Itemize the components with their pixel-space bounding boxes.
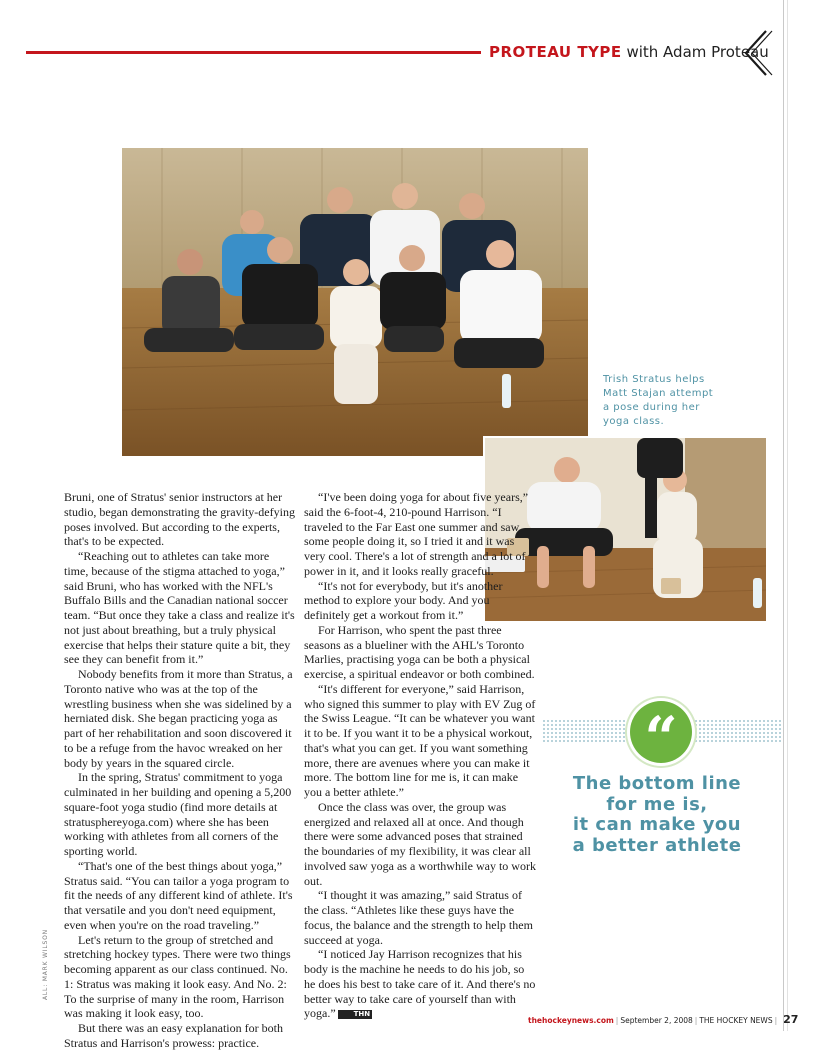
dot-pattern-right xyxy=(694,719,782,743)
quote-mark-icon xyxy=(630,701,692,772)
paragraph: “It's not for everybody, but it's another method to explore your body. And you definitely get a workout from it.” xyxy=(304,578,503,622)
footer-date: September 2, 2008 xyxy=(620,1016,693,1025)
group-photo xyxy=(122,148,588,456)
paragraph: Once the class was over, the group was energized and relaxed all at once. And though there were some advanced poses that strained the boundaries of my flexibility, it was clear all involved saw yoga as a worthwhile way to work out. xyxy=(304,799,536,888)
paragraph: “Reaching out to athletes can take more time, because of the stigma attached to yoga,” said Bruni, who has worked with the NFL's Buffalo Bills and the Canadian national soccer team. “But once they take a class and realize it's not just about breathing, but a truly physical exercise that helps their stature quite a bit, they see they can benefit from it.” xyxy=(64,549,295,667)
footer-publication: THE HOCKEY NEWS xyxy=(699,1016,773,1025)
footer-separator: | xyxy=(615,1016,619,1025)
pull-quote-line: a better athlete xyxy=(572,834,742,856)
quote-glyph: “ xyxy=(644,704,678,772)
photo-caption: Trish Stratus helps Matt Stajan attempt a pose during her yoga class. xyxy=(603,374,714,427)
footer-separator: | xyxy=(774,1016,778,1025)
paragraph: In the spring, Stratus' commitment to yoga culminated in her building and opening a 5,200 square-foot yoga studio (find more details at stratusphereyoga.com) where she has been working with athletes from all corners of the sporting world. xyxy=(64,770,292,858)
page-edge-rule xyxy=(783,0,784,1031)
paragraph: But there was an easy explanation for both Stratus and Harrison's prowess: practice. xyxy=(64,1021,283,1050)
paragraph: For Harrison, who spent the past three seasons as a blueliner with the AHL's Toronto Marlies, practising yoga can be both a physical exercise, a spiritual endeavor or both combined. xyxy=(304,622,535,681)
paragraph-text: “I noticed Jay Harrison recognizes that his body is the machine he needs to do his job, so he does his best to take care of it. And there's no better way to take care of yourself than with yoga.” xyxy=(304,947,536,1021)
body-column-1 xyxy=(64,490,295,1051)
paragraph: Nobody benefits from it more than Stratus, a Toronto native who was at the top of the wrestling business when she was sidelined by a herniated disk. She began practicing yoga as part of her rehabilitation and soon discovered it to be a refuge from the havoc wreaked on her body by years in the squared circle. xyxy=(64,667,293,770)
pull-quote-line: for me is, xyxy=(606,793,708,815)
footer-site: thehockeynews.com xyxy=(528,1016,614,1025)
pull-quote xyxy=(546,774,768,856)
column-brand: PROTEAU TYPE xyxy=(489,43,622,61)
footer-separator: | xyxy=(694,1016,698,1025)
photo-credit xyxy=(42,929,113,1007)
photo-credit-text: ALL: MARK WILSON xyxy=(42,929,49,1000)
column-byline: with Adam Proteau xyxy=(626,43,769,61)
dot-pattern-left xyxy=(542,719,630,743)
paragraph: “I've been doing yoga for about five years,” said the 6-foot-4, 210-pound Harrison. “I traveled to the Far East one summer and saw some people doing it, so I tried it and it was very cool. There's a lot of strength and a lot of power in it, and it looks really graceful. xyxy=(304,490,529,578)
chevron-left-icon xyxy=(738,29,774,77)
paragraph: “That's one of the best things about yoga,” Stratus said. “You can tailor a yoga program to fit the needs of any different kind of athlete. It's that versatile and you don't need equipment, even when you're on the road traveling.” xyxy=(64,858,293,932)
paragraph: Bruni, one of Stratus' senior instructors at her studio, began demonstrating the gravity-defying poses involved. But according to the experts, that's to be expected. xyxy=(64,490,295,549)
page-footer xyxy=(528,1013,798,1026)
pull-quote-line: The bottom line xyxy=(572,773,742,794)
paragraph-final xyxy=(304,947,536,1021)
column-header xyxy=(489,42,769,62)
header-rule xyxy=(26,51,481,54)
paragraph: Let's return to the group of stretched and stretching hockey types. There were two things becoming apparent as our class continued. No. 1: Stratus was making it look easy. And No. 2: To the surprise of many in the room, Harrison was making it look easy, too. xyxy=(64,932,291,1021)
end-mark: THN xyxy=(338,1010,373,1019)
page-number: 27 xyxy=(783,1013,799,1026)
page-edge-rule-inner xyxy=(787,0,788,1031)
paragraph: “It's different for everyone,” said Harrison, who signed this summer to play with EV Zug of the Swiss League. “It can be whatever you want it to be. If you want it to be a physical workout, that's what you can get. If you want something more, there are avenues where you can make it more. The bottom line for me is, it can make you a better athlete.” xyxy=(304,681,536,799)
pull-quote-line: it can make you xyxy=(572,814,742,835)
paragraph: “I thought it was amazing,” said Stratus of the class. “Athletes like these guys have the focus, the balance and the strength to help them succeed at yoga. xyxy=(304,888,533,947)
body-column-2 xyxy=(304,490,536,1021)
